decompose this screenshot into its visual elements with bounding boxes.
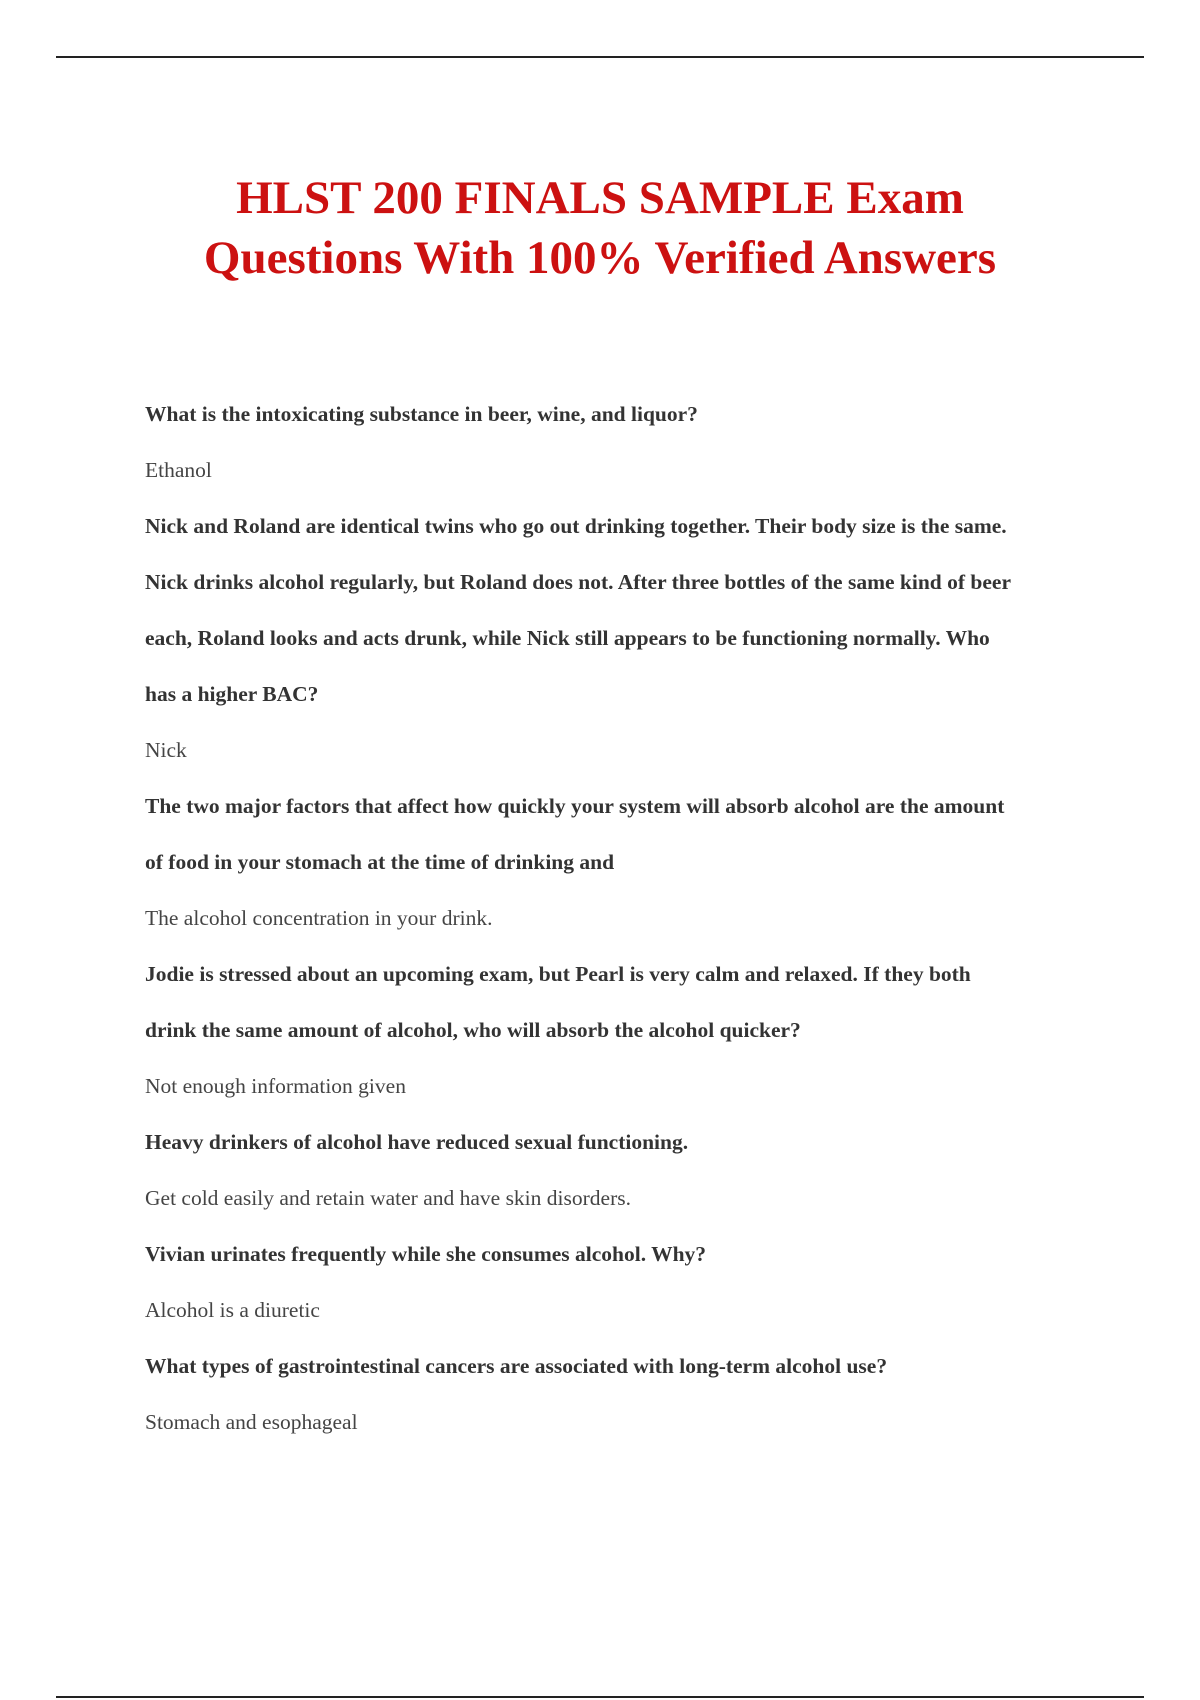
answer-text: Get cold easily and retain water and have skin disorders. (145, 1186, 631, 1210)
question-text: Nick and Roland are identical twins who go out drinking together. Their body size is the same. Nick drinks alcohol regularly, but Roland does not. After three bottles of the same kind of beer each, Roland looks and acts drunk, while Nick still appears to be functioning normally. Who has a higher BAC? (145, 514, 1011, 706)
question-text: Vivian urinates frequently while she consumes alcohol. Why? (145, 1242, 707, 1266)
question-text: What types of gastrointestinal cancers are associated with long-term alcohol use? (145, 1354, 888, 1378)
title-line-1: HLST 200 FINALS SAMPLE Exam (236, 172, 964, 224)
question-text: What is the intoxicating substance in beer, wine, and liquor? (145, 402, 698, 426)
qa-item (145, 1226, 1085, 1338)
qa-item (145, 946, 1085, 1114)
document-title (100, 168, 1100, 288)
answer-text: The alcohol concentration in your drink. (145, 906, 493, 930)
answer-text: Nick (145, 738, 187, 762)
answer-text: Ethanol (145, 458, 212, 482)
question-text: The two major factors that affect how quickly your system will absorb alcohol are the amount of food in your stomach at the time of drinking and (145, 794, 1005, 874)
question-answer-list (145, 386, 1085, 1450)
answer-text: Alcohol is a diuretic (145, 1298, 320, 1322)
question-text: Jodie is stressed about an upcoming exam, but Pearl is very calm and relaxed. If they both drink the same amount of alcohol, who will absorb the alcohol quicker? (145, 962, 971, 1042)
qa-item (145, 386, 1085, 498)
qa-item (145, 1114, 1085, 1226)
bottom-rule (56, 1696, 1144, 1698)
qa-item (145, 1338, 1085, 1450)
qa-item (145, 778, 1085, 946)
question-text: Heavy drinkers of alcohol have reduced sexual functioning. (145, 1130, 689, 1154)
qa-item (145, 498, 1085, 778)
title-line-2: Questions With 100% Verified Answers (203, 232, 997, 284)
answer-text: Stomach and esophageal (145, 1410, 358, 1434)
answer-text: Not enough information given (145, 1074, 406, 1098)
top-rule (56, 56, 1144, 58)
